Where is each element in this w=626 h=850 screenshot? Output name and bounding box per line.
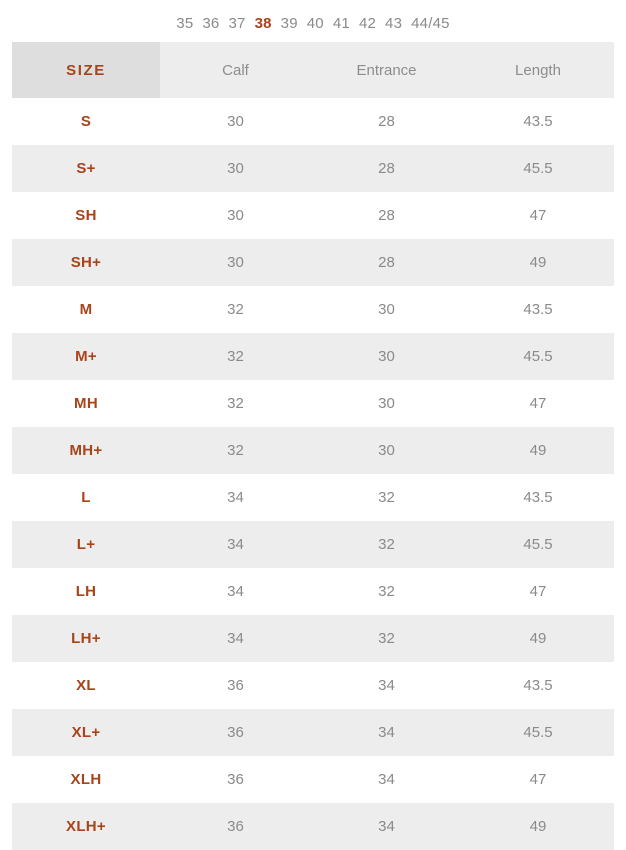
size-table-body (12, 98, 614, 850)
size-table-header (12, 42, 614, 98)
cell-calf: 32 (160, 380, 311, 427)
cell-size: M+ (12, 333, 160, 380)
table-row (12, 145, 614, 192)
cell-length: 45.5 (462, 521, 614, 568)
cell-size: MH+ (12, 427, 160, 474)
table-row (12, 286, 614, 333)
table-header-row (12, 42, 614, 98)
size-table-container (0, 42, 626, 850)
table-row (12, 380, 614, 427)
cell-entrance: 34 (311, 709, 462, 756)
table-row (12, 192, 614, 239)
table-row (12, 239, 614, 286)
shoe-size-option-37[interactable]: 37 (228, 14, 246, 32)
cell-entrance: 34 (311, 662, 462, 709)
cell-length: 47 (462, 756, 614, 803)
cell-length: 49 (462, 803, 614, 850)
cell-length: 45.5 (462, 333, 614, 380)
shoe-size-option-36[interactable]: 36 (202, 14, 220, 32)
cell-length: 43.5 (462, 286, 614, 333)
cell-entrance: 32 (311, 521, 462, 568)
column-header-entrance: Entrance (311, 42, 462, 98)
cell-size: XLH+ (12, 803, 160, 850)
shoe-size-option-42[interactable]: 42 (358, 14, 377, 32)
cell-entrance: 30 (311, 380, 462, 427)
cell-length: 49 (462, 615, 614, 662)
table-row (12, 474, 614, 521)
table-row (12, 568, 614, 615)
cell-length: 49 (462, 427, 614, 474)
cell-length: 43.5 (462, 474, 614, 521)
table-row (12, 709, 614, 756)
shoe-size-option-44-45[interactable]: 44/45 (411, 14, 450, 32)
cell-length: 45.5 (462, 145, 614, 192)
cell-length: 45.5 (462, 709, 614, 756)
cell-calf: 34 (160, 568, 311, 615)
cell-entrance: 30 (311, 286, 462, 333)
cell-length: 47 (462, 192, 614, 239)
cell-entrance: 28 (311, 239, 462, 286)
table-row (12, 333, 614, 380)
cell-size: L (12, 474, 160, 521)
table-row (12, 662, 614, 709)
cell-length: 47 (462, 568, 614, 615)
cell-calf: 34 (160, 521, 311, 568)
column-header-size: SIZE (12, 42, 160, 98)
column-header-calf: Calf (160, 42, 311, 98)
cell-length: 47 (462, 380, 614, 427)
cell-entrance: 34 (311, 803, 462, 850)
cell-entrance: 32 (311, 615, 462, 662)
cell-calf: 32 (160, 427, 311, 474)
shoe-size-option-35[interactable]: 35 (176, 14, 194, 32)
cell-calf: 34 (160, 474, 311, 521)
table-row (12, 98, 614, 145)
cell-size: MH (12, 380, 160, 427)
table-row (12, 521, 614, 568)
cell-size: SH+ (12, 239, 160, 286)
cell-calf: 32 (160, 333, 311, 380)
cell-calf: 36 (160, 803, 311, 850)
cell-size: XL (12, 662, 160, 709)
cell-entrance: 32 (311, 474, 462, 521)
cell-entrance: 30 (311, 427, 462, 474)
cell-size: XLH (12, 756, 160, 803)
cell-size: LH+ (12, 615, 160, 662)
shoe-size-option-43[interactable]: 43 (385, 14, 403, 32)
cell-entrance: 28 (311, 145, 462, 192)
shoe-size-option-41[interactable]: 41 (332, 14, 350, 32)
cell-length: 43.5 (462, 662, 614, 709)
shoe-size-selector[interactable] (0, 0, 626, 42)
cell-calf: 36 (160, 662, 311, 709)
cell-size: M (12, 286, 160, 333)
cell-entrance: 34 (311, 756, 462, 803)
cell-calf: 36 (160, 709, 311, 756)
cell-calf: 32 (160, 286, 311, 333)
cell-calf: 30 (160, 192, 311, 239)
cell-size: XL+ (12, 709, 160, 756)
table-row (12, 756, 614, 803)
cell-entrance: 32 (311, 568, 462, 615)
cell-calf: 30 (160, 98, 311, 145)
cell-size: S (12, 98, 160, 145)
cell-calf: 30 (160, 239, 311, 286)
cell-length: 43.5 (462, 98, 614, 145)
cell-entrance: 30 (311, 333, 462, 380)
shoe-size-option-38[interactable]: 38 (254, 14, 272, 32)
shoe-size-option-40[interactable]: 40 (306, 14, 324, 32)
size-table (12, 42, 614, 850)
cell-length: 49 (462, 239, 614, 286)
cell-calf: 36 (160, 756, 311, 803)
shoe-size-option-39[interactable]: 39 (280, 14, 298, 32)
cell-size: S+ (12, 145, 160, 192)
cell-size: SH (12, 192, 160, 239)
cell-size: LH (12, 568, 160, 615)
column-header-length: Length (462, 42, 614, 98)
table-row (12, 803, 614, 850)
table-row (12, 615, 614, 662)
cell-entrance: 28 (311, 192, 462, 239)
cell-calf: 34 (160, 615, 311, 662)
cell-size: L+ (12, 521, 160, 568)
cell-calf: 30 (160, 145, 311, 192)
table-row (12, 427, 614, 474)
cell-entrance: 28 (311, 98, 462, 145)
